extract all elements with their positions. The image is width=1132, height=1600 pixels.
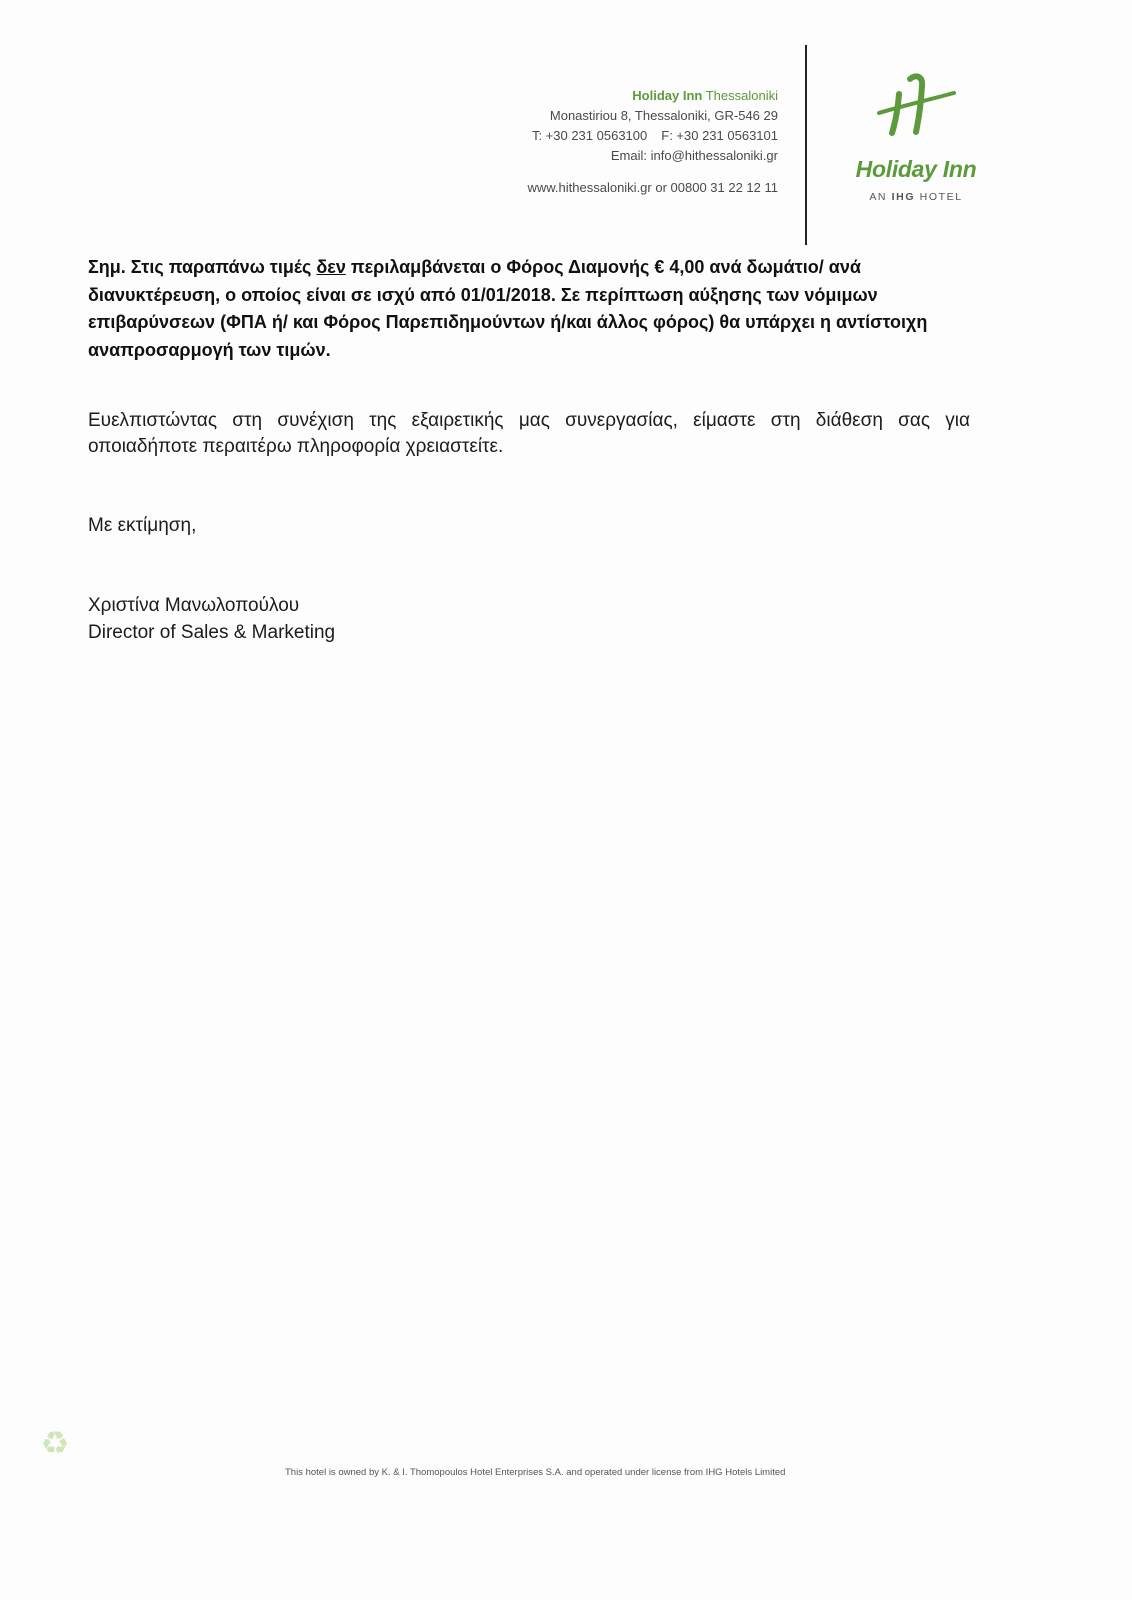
- tax-note-paragraph: [88, 254, 927, 364]
- tagline-prefix: AN: [869, 191, 888, 203]
- signature-block: [88, 592, 335, 646]
- signatory-title: Director of Sales & Marketing: [88, 622, 336, 643]
- tagline-brand: IHG: [891, 191, 916, 203]
- closing-salutation: Με εκτίμηση,: [88, 515, 197, 536]
- paragraph-line-1: Ευελπιστώντας στη συνέχιση της εξαιρετικής μας συνεργασίας, είμαστε στη διάθεση σας για: [88, 410, 970, 431]
- phone-number: T: +30 231 0563100: [531, 128, 648, 143]
- note-line-1-start: Σημ. Στις παραπάνω τιμές: [88, 257, 312, 277]
- recycle-icon: ♻: [40, 1424, 70, 1462]
- hotel-address: Monastiriou 8, Thessaloniki, GR-546 29: [549, 108, 778, 123]
- contact-numbers: [527, 126, 778, 146]
- hotel-name-line: [527, 86, 778, 106]
- note-line-1: [88, 254, 927, 282]
- website-and-tollfree: www.hithessaloniki.gr or 00800 31 22 12 11: [527, 180, 778, 195]
- signatory-name: Χριστίνα Μανωλοπούλου: [88, 595, 300, 616]
- email-address: Email: info@hithessaloniki.gr: [610, 148, 778, 163]
- note-line-4: αναπροσαρμογή των τιμών.: [88, 339, 331, 360]
- header-divider: [805, 45, 807, 245]
- ownership-footer: This hotel is owned by K. & I. Thomopoulos Hotel Enterprises S.A. and operated under license from IHG Hotels Limited: [285, 1467, 786, 1478]
- hotel-brand-name: Holiday Inn: [632, 88, 703, 103]
- letterhead-address: [527, 86, 778, 198]
- note-line-2: διανυκτέρευση, ο οποίος είναι σε ισχύ από 01/01/2018. Σε περίπτωση αύξησης των νόμιμων: [88, 284, 878, 305]
- paragraph-line-2: οποιαδήποτε περαιτέρω πληροφορία χρειαστείτε.: [88, 436, 504, 457]
- logo-wordmark: Holiday Inn: [855, 156, 977, 182]
- note-line-3: επιβαρύνσεων (ΦΠΑ ή/ και Φόρος Παρεπιδημούντων ή/και άλλος φόρος) θα υπάρχει η αντίστοιχη: [88, 312, 928, 332]
- note-underlined-word: δεν: [316, 257, 346, 277]
- logo-tagline: [846, 191, 986, 203]
- holiday-inn-h-logo-icon: [876, 72, 956, 138]
- hotel-city: Thessaloniki: [705, 88, 778, 103]
- fax-number: F: +30 231 0563101: [661, 128, 778, 143]
- cooperation-paragraph: [88, 408, 970, 460]
- note-line-1-end: περιλαμβάνεται ο Φόρος Διαμονής € 4,00 ανά δωμάτιο/ ανά: [350, 257, 861, 277]
- tagline-suffix: HOTEL: [919, 191, 963, 203]
